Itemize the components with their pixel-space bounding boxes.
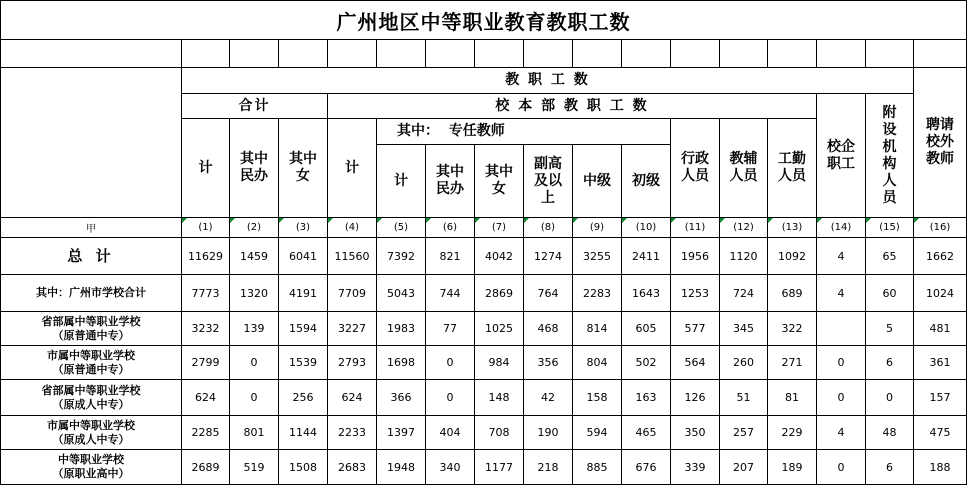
table-cell[interactable]: 1662: [914, 238, 967, 275]
empty-cell[interactable]: [817, 40, 866, 68]
row-label[interactable]: [1, 450, 182, 485]
table-cell[interactable]: 6041: [279, 238, 328, 275]
table-cell[interactable]: 0: [817, 346, 866, 380]
table-cell[interactable]: 468: [524, 312, 573, 346]
index-col-12: (12): [720, 218, 768, 238]
header-fugao: 副高及以上: [524, 145, 573, 218]
table-row: [1, 380, 967, 416]
empty-cell[interactable]: [866, 40, 914, 68]
table-cell[interactable]: 6: [866, 346, 914, 380]
empty-cell[interactable]: [230, 40, 279, 68]
header-xingzheng: 行政人员: [671, 119, 720, 218]
index-col-15: (15): [866, 218, 914, 238]
table-cell[interactable]: 1144: [279, 416, 328, 450]
table-cell[interactable]: 361: [914, 346, 967, 380]
table-cell[interactable]: 11629: [182, 238, 230, 275]
empty-cell[interactable]: [328, 40, 377, 68]
header-chuji: 初级: [622, 145, 671, 218]
table-cell[interactable]: 1253: [671, 275, 720, 312]
table-cell[interactable]: 577: [671, 312, 720, 346]
index-col-9: (9): [573, 218, 622, 238]
table-cell[interactable]: 465: [622, 416, 671, 450]
header-school-ji: 计: [328, 119, 377, 218]
empty-cell[interactable]: [524, 40, 573, 68]
row-label-line2: （原普通中专）: [52, 328, 130, 342]
table-cell[interactable]: 77: [426, 312, 475, 346]
table-cell[interactable]: 564: [671, 346, 720, 380]
table-cell[interactable]: 218: [524, 450, 573, 485]
table-cell[interactable]: 594: [573, 416, 622, 450]
fulltime-group-header: 其中： 专任教师: [377, 119, 671, 145]
empty-cell[interactable]: [914, 40, 967, 68]
row-label-line1: 省部属中等职业学校: [41, 314, 141, 328]
table-cell[interactable]: 229: [768, 416, 817, 450]
table-cell[interactable]: 676: [622, 450, 671, 485]
table-cell[interactable]: 4042: [475, 238, 524, 275]
table-cell[interactable]: 1177: [475, 450, 524, 485]
table-cell[interactable]: 81: [768, 380, 817, 416]
table-cell[interactable]: 2799: [182, 346, 230, 380]
table-cell[interactable]: 624: [182, 380, 230, 416]
table-cell[interactable]: 0: [230, 380, 279, 416]
row-label-line2: （原职业高中）: [52, 467, 130, 480]
table-cell[interactable]: 3232: [182, 312, 230, 346]
header-gongqin: 工勤人员: [768, 119, 817, 218]
header-fulltime-minban: 其中民办: [426, 145, 475, 218]
empty-cell[interactable]: [671, 40, 720, 68]
table-cell[interactable]: 605: [622, 312, 671, 346]
index-col-14: (14): [817, 218, 866, 238]
table-cell[interactable]: 519: [230, 450, 279, 485]
table-cell[interactable]: 0: [866, 380, 914, 416]
row-label[interactable]: [1, 416, 182, 450]
table-cell[interactable]: 189: [768, 450, 817, 485]
row-label-line1: 省部属中等职业学校: [41, 383, 141, 397]
empty-cell[interactable]: [182, 40, 230, 68]
empty-cell[interactable]: [475, 40, 524, 68]
table-cell[interactable]: 260: [720, 346, 768, 380]
table-cell[interactable]: 257: [720, 416, 768, 450]
table-cell[interactable]: 126: [671, 380, 720, 416]
table-cell[interactable]: 322: [768, 312, 817, 346]
table-cell[interactable]: 11560: [328, 238, 377, 275]
header-total-ji: 计: [182, 119, 230, 218]
table-cell[interactable]: 764: [524, 275, 573, 312]
table-cell[interactable]: 163: [622, 380, 671, 416]
index-col-4: (4): [328, 218, 377, 238]
table-cell[interactable]: 708: [475, 416, 524, 450]
table-cell[interactable]: 502: [622, 346, 671, 380]
table-cell[interactable]: 271: [768, 346, 817, 380]
table-cell[interactable]: 340: [426, 450, 475, 485]
table-cell[interactable]: 139: [230, 312, 279, 346]
index-col-7: (7): [475, 218, 524, 238]
empty-cell[interactable]: [720, 40, 768, 68]
table-cell[interactable]: 689: [768, 275, 817, 312]
empty-cell[interactable]: [622, 40, 671, 68]
table-cell[interactable]: 885: [573, 450, 622, 485]
table-cell[interactable]: 60: [866, 275, 914, 312]
table-row: [1, 238, 967, 275]
table-cell[interactable]: 4: [817, 275, 866, 312]
row-label-line1: 其中：广州市学校合计: [36, 286, 146, 299]
table-cell[interactable]: 1397: [377, 416, 426, 450]
table-cell[interactable]: 2285: [182, 416, 230, 450]
table-cell[interactable]: 1508: [279, 450, 328, 485]
header-pinqing: 聘请校外教师: [914, 68, 967, 218]
table-cell[interactable]: 0: [817, 450, 866, 485]
table-cell[interactable]: 481: [914, 312, 967, 346]
table-cell[interactable]: 5043: [377, 275, 426, 312]
table-cell[interactable]: 345: [720, 312, 768, 346]
staff-group-header: 教 职 工 数: [182, 68, 914, 94]
table-cell[interactable]: 624: [328, 380, 377, 416]
row-label-header-cell[interactable]: [1, 68, 182, 218]
header-xiaoqi: 校企职工: [817, 94, 866, 218]
index-col-6: (6): [426, 218, 475, 238]
empty-cell[interactable]: [1, 40, 182, 68]
table-cell[interactable]: 1320: [230, 275, 279, 312]
table-cell[interactable]: 5: [866, 312, 914, 346]
table-row: [1, 450, 967, 485]
header-fushe: 附设机构人员: [866, 94, 914, 218]
table-cell[interactable]: 7773: [182, 275, 230, 312]
header-total-minban: 其中民办: [230, 119, 279, 218]
table-cell[interactable]: 475: [914, 416, 967, 450]
table-cell[interactable]: [817, 312, 866, 346]
index-row: [1, 218, 967, 238]
table-cell[interactable]: 256: [279, 380, 328, 416]
table-cell[interactable]: 2283: [573, 275, 622, 312]
index-col-16: (16): [914, 218, 967, 238]
table-cell[interactable]: 4191: [279, 275, 328, 312]
index-col-2: (2): [230, 218, 279, 238]
table-cell[interactable]: 1274: [524, 238, 573, 275]
table-cell[interactable]: 356: [524, 346, 573, 380]
index-col-5: (5): [377, 218, 426, 238]
table-cell[interactable]: 2793: [328, 346, 377, 380]
table-cell[interactable]: 339: [671, 450, 720, 485]
row-label[interactable]: [1, 238, 182, 275]
table-cell[interactable]: 2869: [475, 275, 524, 312]
table-row: [1, 312, 967, 346]
table-cell[interactable]: 350: [671, 416, 720, 450]
table-cell[interactable]: 804: [573, 346, 622, 380]
table-cell[interactable]: 744: [426, 275, 475, 312]
table-cell[interactable]: 1698: [377, 346, 426, 380]
table-cell[interactable]: 0: [426, 380, 475, 416]
table-cell[interactable]: 2411: [622, 238, 671, 275]
index-col-11: (11): [671, 218, 720, 238]
row-label-line2: （原成人中专）: [52, 397, 130, 411]
table-cell[interactable]: 157: [914, 380, 967, 416]
header-fulltime-ji: 计: [377, 145, 426, 218]
empty-cell[interactable]: [377, 40, 426, 68]
table-cell[interactable]: 1948: [377, 450, 426, 485]
table-cell[interactable]: 1956: [671, 238, 720, 275]
table-cell[interactable]: 3227: [328, 312, 377, 346]
table-cell[interactable]: 1539: [279, 346, 328, 380]
table-cell[interactable]: 188: [914, 450, 967, 485]
index-col-1: (1): [182, 218, 230, 238]
table-cell[interactable]: 6: [866, 450, 914, 485]
table-cell[interactable]: 2689: [182, 450, 230, 485]
table-cell[interactable]: 404: [426, 416, 475, 450]
index-col-8: (8): [524, 218, 573, 238]
table-cell[interactable]: 190: [524, 416, 573, 450]
blank-row: [1, 40, 967, 68]
table-row: [1, 346, 967, 380]
table-cell[interactable]: 801: [230, 416, 279, 450]
row-label-line1: 市属中等职业学校: [47, 348, 135, 362]
row-label-line1: 总 计: [67, 247, 115, 265]
table-cell[interactable]: 1459: [230, 238, 279, 275]
empty-cell[interactable]: [573, 40, 622, 68]
table-cell[interactable]: 366: [377, 380, 426, 416]
header-jiaofu: 教辅人员: [720, 119, 768, 218]
school-group-header: 校 本 部 教 职 工 数: [328, 94, 817, 119]
index-col-3: (3): [279, 218, 328, 238]
page-title: 广州地区中等职业教育教职工数: [1, 1, 967, 40]
table-cell[interactable]: 7392: [377, 238, 426, 275]
row-label[interactable]: [1, 312, 182, 346]
row-label-line1: 市属中等职业学校: [47, 418, 135, 432]
index-col-10: (10): [622, 218, 671, 238]
table-cell[interactable]: 48: [866, 416, 914, 450]
row-label-line2: （原普通中专）: [52, 362, 130, 376]
table-cell[interactable]: 158: [573, 380, 622, 416]
table-cell[interactable]: 42: [524, 380, 573, 416]
table-cell[interactable]: 724: [720, 275, 768, 312]
table-row: [1, 275, 967, 312]
table-cell[interactable]: 1024: [914, 275, 967, 312]
table-cell[interactable]: 207: [720, 450, 768, 485]
row-label[interactable]: [1, 346, 182, 380]
row-label[interactable]: [1, 275, 182, 312]
table-cell[interactable]: 1643: [622, 275, 671, 312]
row-label-line1: 中等职业学校: [58, 453, 124, 466]
empty-cell[interactable]: [426, 40, 475, 68]
table-cell[interactable]: 814: [573, 312, 622, 346]
empty-cell[interactable]: [279, 40, 328, 68]
table-cell[interactable]: 3255: [573, 238, 622, 275]
table-cell[interactable]: 1025: [475, 312, 524, 346]
table-cell[interactable]: 148: [475, 380, 524, 416]
table-cell[interactable]: 65: [866, 238, 914, 275]
table-cell[interactable]: 0: [230, 346, 279, 380]
index-col-13: (13): [768, 218, 817, 238]
table-cell[interactable]: 1983: [377, 312, 426, 346]
table-cell[interactable]: 51: [720, 380, 768, 416]
table-cell[interactable]: 7709: [328, 275, 377, 312]
table-cell[interactable]: 821: [426, 238, 475, 275]
header-fulltime-nv: 其中女: [475, 145, 524, 218]
row-label[interactable]: [1, 380, 182, 416]
row-label-line2: （原成人中专）: [52, 432, 130, 446]
empty-cell[interactable]: [768, 40, 817, 68]
table-cell[interactable]: 0: [817, 380, 866, 416]
table-cell[interactable]: 1120: [720, 238, 768, 275]
index-label-cell: 甲: [1, 218, 182, 238]
table-cell[interactable]: 984: [475, 346, 524, 380]
header-zhongji: 中级: [573, 145, 622, 218]
table-cell[interactable]: 1594: [279, 312, 328, 346]
table-cell[interactable]: 4: [817, 416, 866, 450]
table-cell[interactable]: 2683: [328, 450, 377, 485]
table-row: [1, 416, 967, 450]
table-cell[interactable]: 4: [817, 238, 866, 275]
table-cell[interactable]: 2233: [328, 416, 377, 450]
table-cell[interactable]: 0: [426, 346, 475, 380]
header-total-nv: 其中女: [279, 119, 328, 218]
total-group-header: 合计: [182, 94, 328, 119]
table-cell[interactable]: 1092: [768, 238, 817, 275]
